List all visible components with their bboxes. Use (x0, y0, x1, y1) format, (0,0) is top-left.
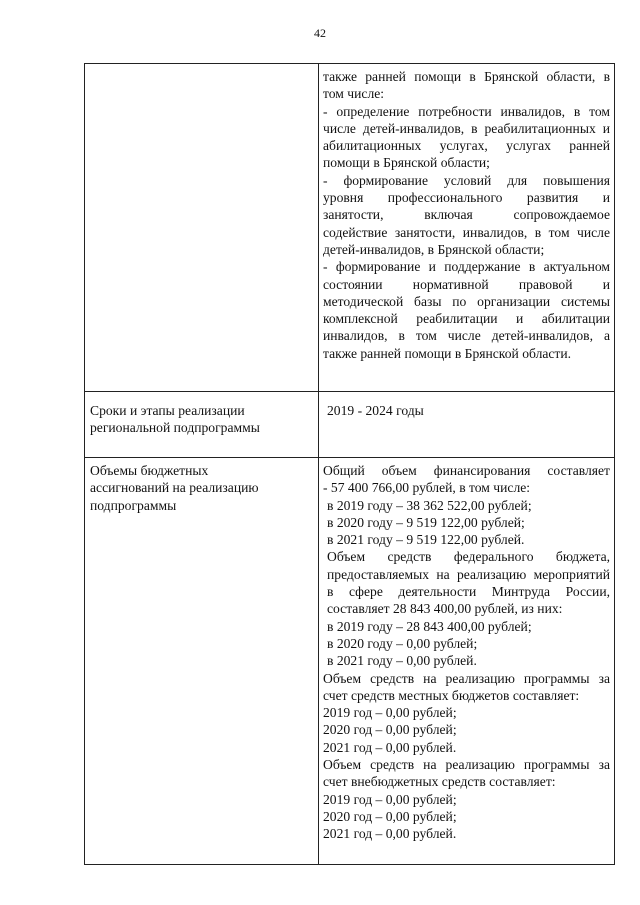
text-line: том числе: (323, 86, 385, 102)
text-line: детей-инвалидов, в Брянской области; (323, 241, 545, 257)
text-line: также ранней помощи в Брянской области, в (323, 69, 610, 84)
row-label-budget (85, 458, 319, 865)
text-line: в сфере деятельности Минтруда России, (327, 584, 610, 600)
text-line: Объем средств на реализацию программы за (323, 757, 610, 773)
text-line: также ранней помощи в Брянской области. (323, 345, 572, 361)
text-line: 2019 год – 0,00 рублей; (323, 705, 457, 721)
text-line: 2020 год – 0,00 рублей; (323, 808, 457, 824)
text-line: Общий объем финансирования составляет (323, 463, 610, 478)
text-line: инвалидов, в том числе детей-инвалидов, а (323, 328, 610, 344)
subprogram-passport-table (84, 63, 615, 865)
text-line: в 2020 году – 9 519 122,00 рублей; (327, 514, 525, 530)
text-line: составляет 28 843 400,00 рублей, из них: (327, 601, 563, 617)
text-line: 2021 год – 0,00 рублей. (323, 739, 457, 755)
text-line: в 2020 году – 0,00 рублей; (327, 635, 478, 651)
label-line: Объемы бюджетных (90, 463, 209, 478)
text-line: состоянии нормативной правовой и (323, 276, 610, 292)
text-line: в 2019 году – 28 843 400,00 рублей; (327, 618, 532, 634)
text-line: абилитационных услугах, услугах ранней (323, 138, 610, 154)
text-line: 2019 - 2024 годы (327, 403, 424, 418)
row-content-timeline (319, 392, 615, 458)
text-line: 2019 год – 0,00 рублей; (323, 791, 457, 807)
label-line: региональной подпрограммы (90, 420, 260, 436)
table-row-goals-continued (85, 64, 615, 392)
text-line: в 2021 году – 9 519 122,00 рублей. (327, 532, 525, 548)
text-line: в 2021 году – 0,00 рублей. (327, 653, 477, 669)
text-line: счет средств местных бюджетов составляет: (323, 687, 580, 703)
text-line: 2020 год – 0,00 рублей; (323, 722, 457, 738)
row-content-budget (319, 458, 615, 865)
table-row-budget (85, 458, 615, 865)
label-line: Сроки и этапы реализации (90, 403, 245, 418)
text-line: комплексной реабилитации и абилитации (323, 311, 610, 327)
row-label-timeline (85, 392, 319, 458)
row-label-empty (85, 64, 319, 392)
text-line: - определение потребности инвалидов, в том (323, 103, 610, 119)
text-line: в 2019 году – 38 362 522,00 рублей; (327, 497, 532, 513)
text-line: занятости, включая сопровождаемое (323, 207, 610, 223)
text-line: 2021 год – 0,00 рублей. (323, 826, 457, 842)
page-number: 42 (314, 26, 326, 40)
row-content-goals (319, 64, 615, 392)
text-line: методической базы по организации системы (323, 293, 610, 309)
text-line: помощи в Брянской области; (323, 155, 490, 171)
text-line: счет внебюджетных средств составляет: (323, 774, 556, 790)
text-line: числе детей-инвалидов, в реабилитационных и (323, 120, 610, 136)
text-line: предоставляемых на реализацию мероприятий (327, 566, 610, 582)
text-line: - 57 400 766,00 рублей, в том числе: (323, 480, 531, 496)
table-row-timeline (85, 392, 615, 458)
text-line: Объем средств на реализацию программы за (323, 670, 610, 686)
label-line: подпрограммы (90, 497, 177, 513)
label-line: ассигнований на реализацию (90, 480, 259, 496)
text-line: уровня профессионального развития и (323, 190, 610, 206)
text-line: содействие занятости, инвалидов, в том числе (323, 224, 610, 240)
text-line: - формирование и поддержание в актуальном (323, 259, 610, 275)
text-line: Объем средств федерального бюджета, (327, 549, 610, 565)
text-line: - формирование условий для повышения (323, 172, 610, 188)
